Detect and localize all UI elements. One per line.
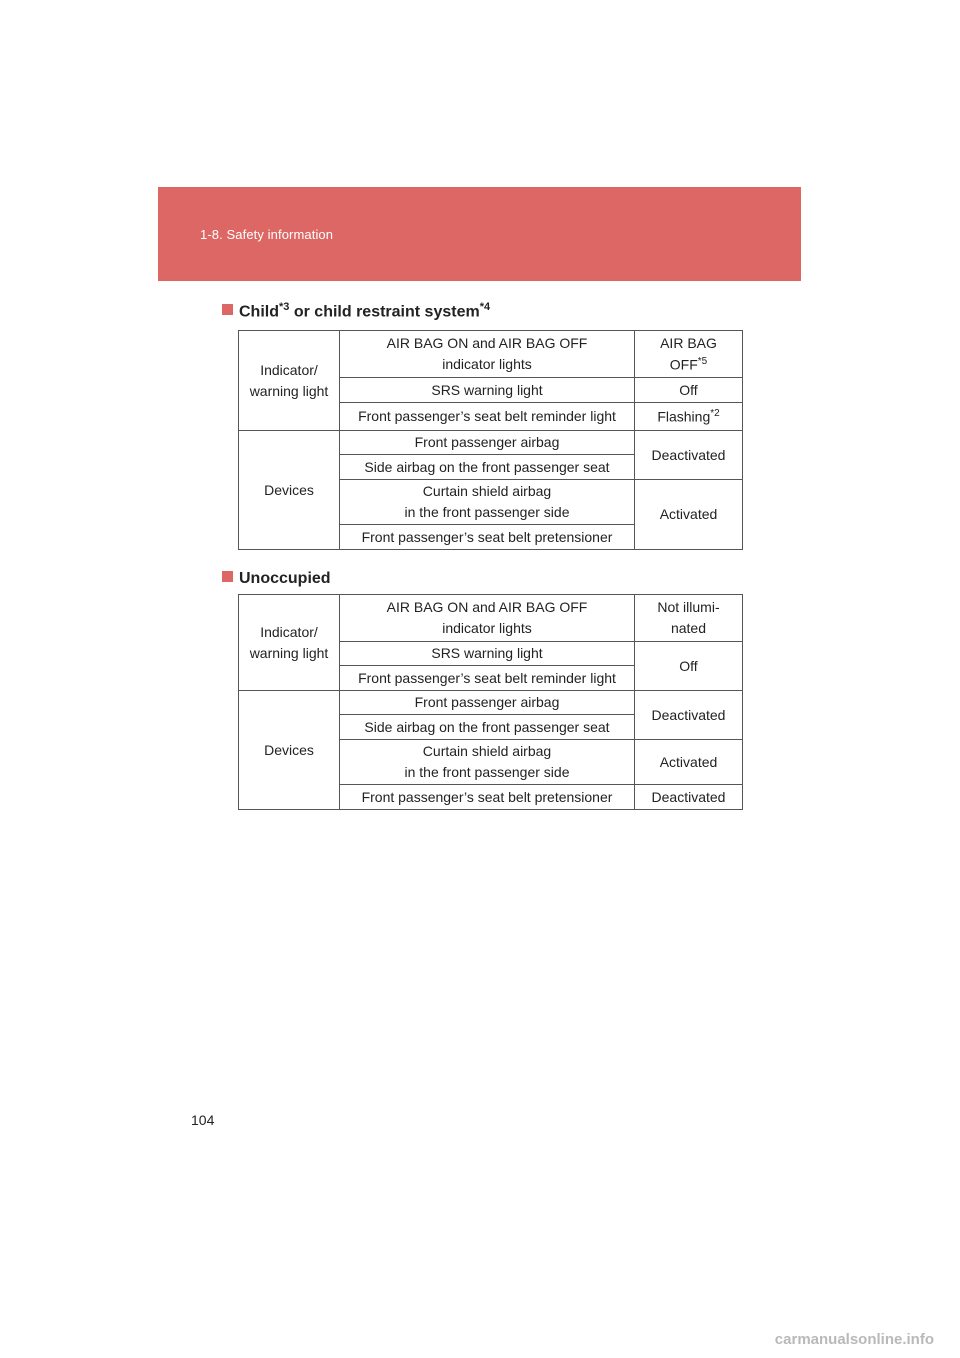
section-header-band — [158, 187, 801, 281]
cell-item: Front passenger’s seat belt reminder light — [340, 666, 635, 691]
cell-value: Flashing$^{*2}$ — [635, 403, 743, 431]
cell-value: Off — [635, 378, 743, 403]
cell-value: Deactivated — [635, 785, 743, 810]
cell-item: SRS warning light — [340, 378, 635, 403]
heading-unoccupied: Unoccupied — [222, 570, 331, 588]
table-row — [239, 595, 743, 642]
cell-value: Activated — [635, 740, 743, 785]
table-child-restraint — [238, 330, 743, 550]
table-row — [239, 331, 743, 378]
cell-value: Deactivated — [635, 691, 743, 740]
cell-item: Front passenger’s seat belt reminder light — [340, 403, 635, 431]
table-row — [239, 691, 743, 715]
cell-value: AIR BAG OFF$^{*5}$ — [635, 331, 743, 378]
cell-item: Curtain shield airbag in the front passenger side — [340, 740, 635, 785]
group-label-devices: Devices — [239, 431, 340, 550]
cell-item: Front passenger airbag — [340, 691, 635, 715]
heading-bullet-icon — [222, 571, 233, 582]
cell-item: Side airbag on the front passenger seat — [340, 715, 635, 740]
cell-item: SRS warning light — [340, 642, 635, 666]
cell-item: Front passenger airbag — [340, 431, 635, 455]
group-label-devices: Devices — [239, 691, 340, 810]
cell-item: Front passenger’s seat belt pretensioner — [340, 525, 635, 550]
cell-item: Curtain shield airbag in the front passenger side — [340, 480, 635, 525]
table-unoccupied — [238, 594, 743, 810]
cell-item: Front passenger’s seat belt pretensioner — [340, 785, 635, 810]
cell-value: Off — [635, 642, 743, 691]
group-label-indicator: Indicator/ warning light — [239, 595, 340, 691]
watermark: carmanualsonline.info — [774, 1331, 934, 1348]
group-label-indicator: Indicator/ warning light — [239, 331, 340, 431]
page-number: 104 — [191, 1112, 215, 1128]
heading-child: Child$^{*3}$ or child restraint system$^{*4}$ — [222, 301, 490, 321]
cell-value: Activated — [635, 480, 743, 550]
heading-bullet-icon — [222, 304, 233, 315]
cell-item: AIR BAG ON and AIR BAG OFF indicator lights — [340, 331, 635, 378]
cell-value: Not illumi- nated — [635, 595, 743, 642]
cell-item: AIR BAG ON and AIR BAG OFF indicator lights — [340, 595, 635, 642]
section-title: 1-8. Safety information — [200, 227, 334, 242]
cell-item: Side airbag on the front passenger seat — [340, 455, 635, 480]
table-row — [239, 431, 743, 455]
cell-value: Deactivated — [635, 431, 743, 480]
